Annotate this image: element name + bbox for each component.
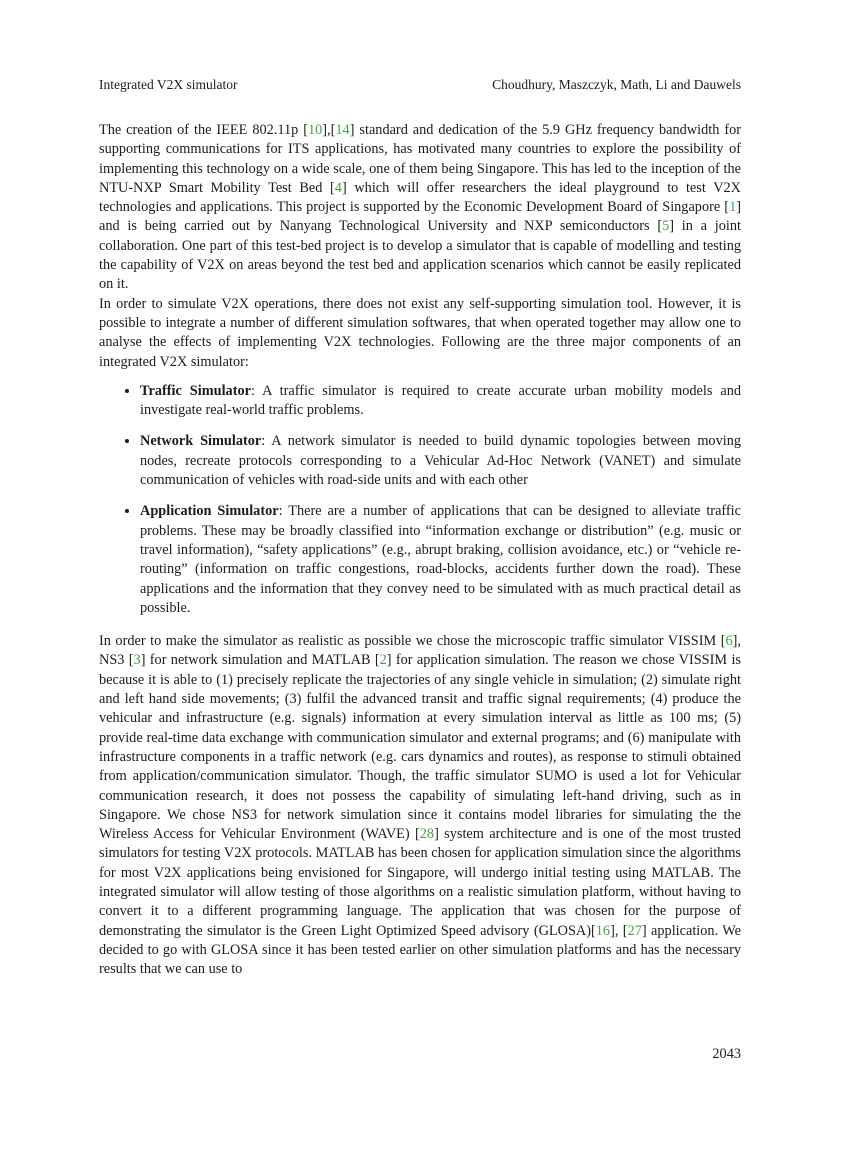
running-header xyxy=(99,76,741,93)
text-run: ] in a joint collaboration. One part of this test-bed project is to develop a simulator that is capable of modelling and testing the capability of V2X on areas beyond the test bed and application scenarios which cannot be easily replicated on it. xyxy=(99,218,741,293)
list-item-traffic-simulator xyxy=(140,382,741,421)
text-run: : There are a number of applications that can be designed to alleviate traffic problems. These may be broadly classified into “information exchange or distribution” (e.g. music or travel information), “safety applications” (e.g., abrupt braking, collision avoidance, etc.) or “vehicle re-routing” (information on traffic congestions, road-blocks, accidents further down the road). These applications and the information that they convey need to be simulated with as much practical detail as possible. xyxy=(140,503,741,616)
text-run: In order to make the simulator as realistic as possible we chose the microscopic traffic simulator VISSIM [ xyxy=(99,633,726,650)
paragraph-tool-choice xyxy=(99,632,741,979)
citation-link[interactable]: 16 xyxy=(595,922,611,939)
bold-term: Traffic Simulator xyxy=(140,382,251,399)
page-number: 2043 xyxy=(712,1046,741,1062)
citation-link[interactable]: 3 xyxy=(133,652,141,669)
text-run: ], NS3 [ xyxy=(99,633,741,669)
text-run: ] system architecture and is one of the most trusted simulators for testing V2X protocols. MATLAB has been chosen for application simulation since the algorithms for most V2X applications being envisioned for Singapore, will undergo initial testing using MATLAB. The integrated simulator will allow testing of those algorithms on a realistic simulation platform, without having to convert it to a different programming language. The application that was chosen for the purpose of demonstrating the simulator is the Green Light Optimized Speed advisory (GLOSA)[ xyxy=(99,826,741,939)
text-run: ], [ xyxy=(610,922,628,939)
text-run: ] which will offer researchers the ideal playground to test V2X technologies and applications. This project is supported by the Economic Development Board of Singapore [ xyxy=(99,179,741,216)
paragraph-intro xyxy=(99,121,741,295)
text-run: ] standard and dedication of the 5.9 GHz frequency bandwidth for supporting communications for ITS applications, has motivated many countries to explore the possibility of implementing this technology on a wide scale, one of them being Singapore. This has led to the inception of the NTU-NXP Smart Mobility Test Bed [ xyxy=(99,122,741,196)
text-run: The creation of the IEEE 802.11p [ xyxy=(99,122,308,138)
list-item-application-simulator xyxy=(140,502,741,618)
text-run: In order to simulate V2X operations, there does not exist any self-supporting simulation tool. However, it is possible to integrate a number of different simulation softwares, that when operated together may allow one to analyse the effects of implementing V2X technologies. Following are the three major components of an integrated V2X simulator: xyxy=(99,295,741,370)
citation-link[interactable]: 1 xyxy=(729,199,737,216)
text-run: ] for application simulation. The reason we chose VISSIM is because it is able to (1) precisely replicate the trajectories of any single vehicle in simulation; (2) simulate right and left hand side movements; (3) fulfil the advanced transit and traffic signal requirements; (4) produce the vehicular and infrastructure (e.g. signals) information at every simulation interval as little as 100 ms; (5) provide real-time data exchange with communication simulator and external programs; and (6) manipulate with infrastructure components in a traffic network (e.g. cars dynamics and routes), as response to stimuli obtained from application/communication simulator. Though, the traffic simulator SUMO is used a lot for Vehicular communication research, it does not possess the capability of simulating left-hand driving, such as in Singapore. We chose NS3 for network simulation since it contains model libraries for simulating the the Wireless Access for Vehicular Environment (WAVE) [ xyxy=(99,652,741,843)
citation-link[interactable]: 4 xyxy=(334,179,342,196)
bold-term: Application Simulator xyxy=(140,503,279,520)
text-run: : A traffic simulator is required to create accurate urban mobility models and investigate real-world traffic problems. xyxy=(140,382,742,419)
page-content xyxy=(99,121,741,979)
page-footer xyxy=(99,1046,741,1063)
citation-link[interactable]: 2 xyxy=(379,652,387,669)
citation-link[interactable]: 10 xyxy=(308,122,323,138)
citation-link[interactable]: 27 xyxy=(627,922,642,939)
running-header-authors: Choudhury, Maszczyk, Math, Li and Dauwels xyxy=(492,77,741,92)
citation-link[interactable]: 14 xyxy=(335,122,350,138)
citation-link[interactable]: 6 xyxy=(725,633,733,650)
text-run: ] for network simulation and MATLAB [ xyxy=(140,652,380,669)
text-run: ] application. We decided to go with GLOSA since it has been tested earlier on other simulation platforms and has the necessary results that we can use to xyxy=(99,922,741,978)
text-run: ] and is being carried out by Nanyang Technological University and NXP semiconductors [ xyxy=(99,199,741,235)
citation-link[interactable]: 5 xyxy=(662,218,670,235)
simulator-components-list xyxy=(99,382,741,618)
running-header-title: Integrated V2X simulator xyxy=(99,77,238,92)
paragraph-components-lead xyxy=(99,295,741,372)
text-run: ],[ xyxy=(322,122,336,138)
text-run: : A network simulator is needed to build dynamic topologies between moving nodes, recreate protocols corresponding to a Vehicular Ad-Hoc Network (VANET) and simulate communication of vehicles with road-side units and with each other xyxy=(140,433,742,489)
citation-link[interactable]: 28 xyxy=(419,826,435,843)
bold-term: Network Simulator xyxy=(140,433,262,450)
list-item-network-simulator xyxy=(140,432,741,490)
